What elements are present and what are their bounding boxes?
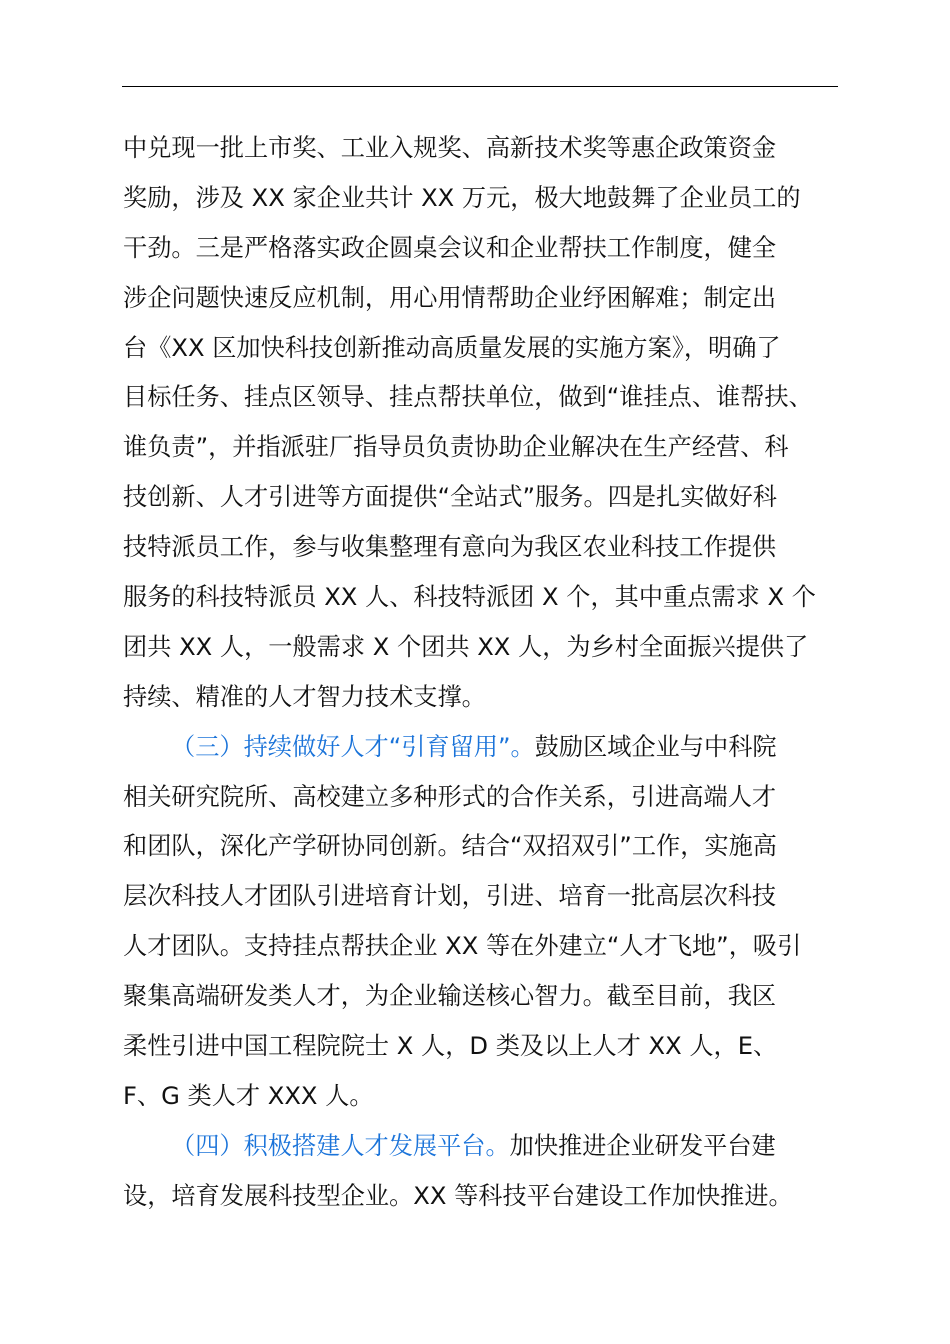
paragraph-line: 团共 XX 人，一般需求 X 个团共 XX 人，为乡村全面振兴提供了 [123,632,809,661]
paragraph-line: 服务的科技特派员 XX 人、科技特派团 X 个，其中重点需求 X 个 [123,583,816,612]
paragraph-line: 技创新、人才引进等方面提供“全站式”服务。四是扎实做好科 [123,483,777,512]
paragraph-line: 奖励，涉及 XX 家企业共计 XX 万元，极大地鼓舞了企业员工的 [123,183,801,212]
paragraph-line: 中兑现一批上市奖、工业入规奖、高新技术奖等惠企政策资金 [123,134,777,162]
header-rule [122,86,838,87]
paragraph-line: 技特派员工作，参与收集整理有意向为我区农业科技工作提供 [123,533,777,562]
document-body [123,124,843,1222]
section-4-lead-text: 加快推进企业研发平台建 [509,1131,776,1160]
paragraph-line: 相关研究院所、高校建立多种形式的合作关系，引进高端人才 [123,782,777,811]
paragraph-line: 设，培育发展科技型企业。XX 等科技平台建设工作加快推进。 [123,1181,793,1210]
paragraph-line: 台《XX 区加快科技创新推动高质量发展的实施方案》，明确了 [123,333,781,362]
paragraph-line: 层次科技人才团队引进培育计划，引进、培育一批高层次科技 [123,882,777,911]
section-4-heading: （四）积极搭建人才发展平台。 [171,1131,510,1160]
paragraph-line: 涉企问题快速反应机制，用心用情帮助企业纾困解难；制定出 [123,283,777,312]
section-3-first-line [123,723,843,773]
paragraph-line: F、G 类人才 XXX 人。 [123,1081,374,1110]
paragraph-line: 目标任务、挂点区领导、挂点帮扶单位，做到“谁挂点、谁帮扶、 [123,383,813,412]
section-4-first-line [123,1122,843,1172]
paragraph-line: 持续、精准的人才智力技术支撑。 [123,682,486,711]
paragraph-line: 人才团队。支持挂点帮扶企业 XX 等在外建立“人才飞地”，吸引 [123,932,802,961]
paragraph-line: 柔性引进中国工程院院士 X 人，D 类及以上人才 XX 人，E、 [123,1032,778,1061]
paragraph-line: 和团队，深化产学研协同创新。结合“双招双引”工作，实施高 [123,832,777,861]
section-3-lead-text: 鼓励区域企业与中科院 [534,732,777,761]
paragraph-line: 聚集高端研发类人才，为企业输送核心智力。截至目前，我区 [123,982,777,1011]
section-3-heading: （三）持续做好人才“引育留用”。 [171,732,535,761]
paragraph-line: 干劲。三是严格落实政企圆桌会议和企业帮扶工作制度，健全 [123,233,777,262]
paragraph-line: 谁负责”，并指派驻厂指导员负责协助企业解决在生产经营、科 [123,433,789,462]
